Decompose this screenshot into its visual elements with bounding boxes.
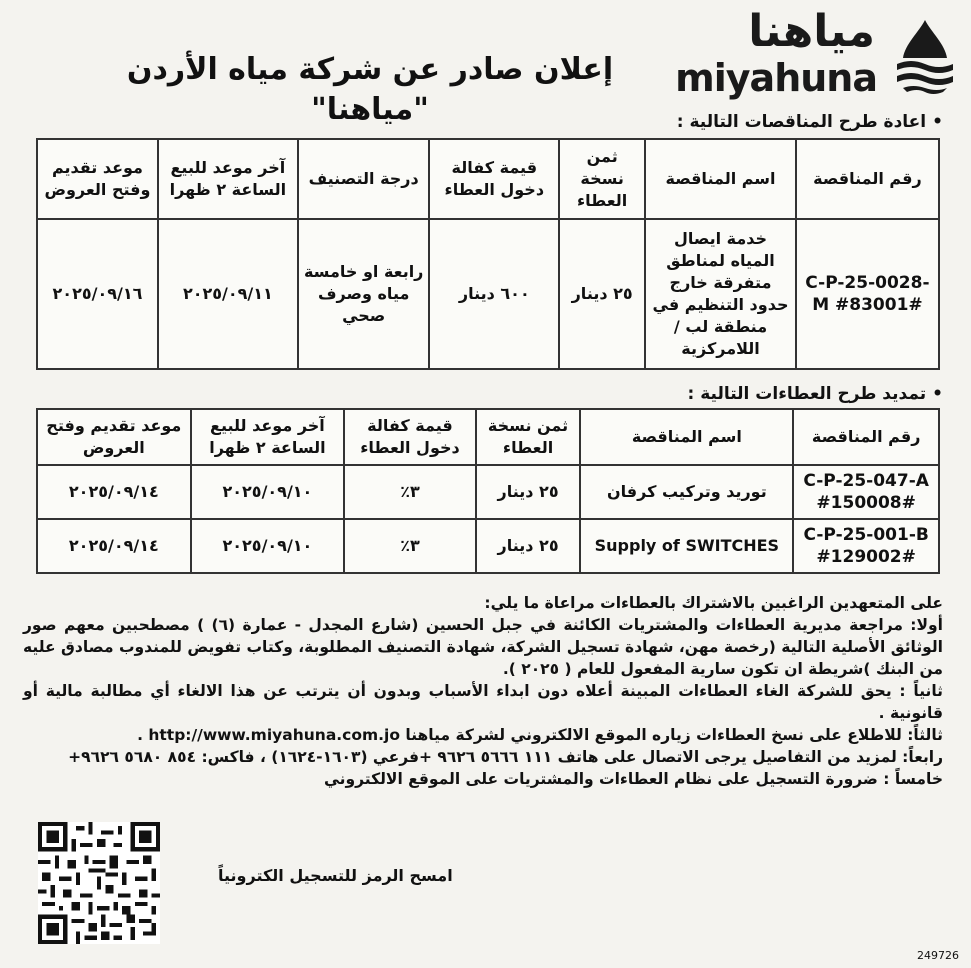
tender-name-cell: Supply of SWITCHES: [580, 519, 793, 573]
table-row: [37, 465, 939, 519]
header-bid-bond: قيمة كفالة دخول العطاء: [344, 409, 476, 465]
logo-latin-text: miyahuna: [675, 56, 877, 100]
qr-code[interactable]: [38, 822, 160, 944]
copy-price-cell: ٢٥ دينار: [476, 519, 581, 573]
header-classification: درجة التصنيف: [298, 139, 430, 219]
tender-name-cell: خدمة ايصال المياه لمناطق متفرقة خارج حدود التنظيم في منطقة لب / اللامركزية: [645, 219, 796, 369]
sale-deadline-cell: ٢٠٢٥/٠٩/١١: [158, 219, 298, 369]
classification-cell: رابعة او خامسة مياه وصرف صحي: [298, 219, 430, 369]
section1-title: • اعادة طرح المناقصات التالية :: [677, 112, 943, 132]
header-tender-number: رقم المناقصة: [796, 139, 939, 219]
qr-label: امسح الرمز للتسجيل الكترونياً: [218, 866, 453, 885]
reference-number: 249726: [917, 949, 959, 962]
notes-third-text: ثالثاً: للاطلاع على نسخ العطاءات زياره الموقع الالكتروني لشركة مياهنا: [405, 726, 943, 744]
header-copy-price: ثمن نسخة العطاء: [476, 409, 581, 465]
header-submission-date: موعد تقديم وفتح العروض: [37, 139, 158, 219]
tender-name-cell: توريد وتركيب كرفان: [580, 465, 793, 519]
notes-second: ثانياً : يحق للشركة الغاء العطاءات المبينة أعلاه دون ابداء الأسباب وبدون أن يترتب عن هذا الالغاء أي مطالبة مالية أو قانونية .: [23, 682, 943, 722]
table-row: [37, 519, 939, 573]
submission-date-cell: ٢٠٢٥/٠٩/١٤: [37, 519, 191, 573]
submission-date-cell: ٢٠٢٥/٠٩/١٦: [37, 219, 158, 369]
page-title: إعلان صادر عن شركة مياه الأردن "مياهنا": [126, 52, 614, 127]
header-tender-name: اسم المناقصة: [645, 139, 796, 219]
sale-deadline-cell: ٢٠٢٥/٠٩/١٠: [191, 465, 345, 519]
copy-price-cell: ٢٥ دينار: [476, 465, 581, 519]
bid-bond-cell: ٦٠٠ دينار: [429, 219, 559, 369]
header-submission-date: موعد تقديم وفتح العروض: [37, 409, 191, 465]
water-drop-icon: [893, 18, 957, 94]
section2-title: • تمديد طرح العطاءات التالية :: [687, 384, 943, 404]
sale-deadline-cell: ٢٠٢٥/٠٩/١٠: [191, 519, 345, 573]
tender-number-cell: C-P-25-001-B #129002#: [793, 519, 939, 573]
header-bid-bond: قيمة كفالة دخول العطاء: [429, 139, 559, 219]
bid-bond-cell: ٣٪: [344, 465, 476, 519]
notes-third: ثالثاً: للاطلاع على نسخ العطاءات زياره الموقع الالكتروني لشركة مياهنا http://www.miyahuna.com.jo .: [137, 726, 943, 744]
header-tender-name: اسم المناقصة: [580, 409, 793, 465]
header-sale-deadline: آخر موعد للبيع الساعة ٢ ظهرا: [158, 139, 298, 219]
notes-first: أولا: مراجعة مديرية العطاءات والمشتريات الكائنة في جبل الحسين (شارع المجدل - عمارة (٦) ) مصطحبين معهم صور الوثائق الأصلية التالية (رخصة مهن، شهادة تسجيل الشركة، شهادة التصنيف المطلوبة، وكتاب تفويض للمندوب مصادق عليه من البنك )شريطة ان تكون سارية المفعول للعام ( ٢٠٢٥ ).: [23, 616, 943, 678]
copy-price-cell: ٢٥ دينار: [559, 219, 645, 369]
extension-table: [36, 408, 940, 574]
tender-number-cell: C-P-25-047-A #150008#: [793, 465, 939, 519]
bid-bond-cell: ٣٪: [344, 519, 476, 573]
website-link[interactable]: http://www.miyahuna.com.jo: [148, 726, 400, 744]
retender-table: [36, 138, 940, 370]
submission-date-cell: ٢٠٢٥/٠٩/١٤: [37, 465, 191, 519]
logo-arabic-text: مياهنا: [748, 6, 875, 57]
header-copy-price: ثمن نسخة العطاء: [559, 139, 645, 219]
notes-fourth: رابعاً: لمزيد من التفاصيل يرجى الاتصال على هاتف ١١١ ٥٦٦٦ ٩٦٢٦ +فرعي (١٦٠٣-١٦٢٤) ، فاكس: ٨٥٤ ٥٦٨٠ ٩٦٢٦+: [68, 748, 943, 766]
header-sale-deadline: آخر موعد للبيع الساعة ٢ ظهرا: [191, 409, 345, 465]
tender-number-cell: C-P-25-0028-M #83001#: [796, 219, 939, 369]
notes-fifth: خامساً : ضرورة التسجيل على نظام العطاءات والمشتريات على الموقع الالكتروني: [323, 770, 943, 788]
header-tender-number: رقم المناقصة: [793, 409, 939, 465]
table-row: [37, 219, 939, 369]
notes-intro: على المتعهدين الراغبين بالاشتراك بالعطاءات مراعاة ما يلي:: [484, 594, 943, 612]
miyahuna-logo: [675, 6, 957, 100]
